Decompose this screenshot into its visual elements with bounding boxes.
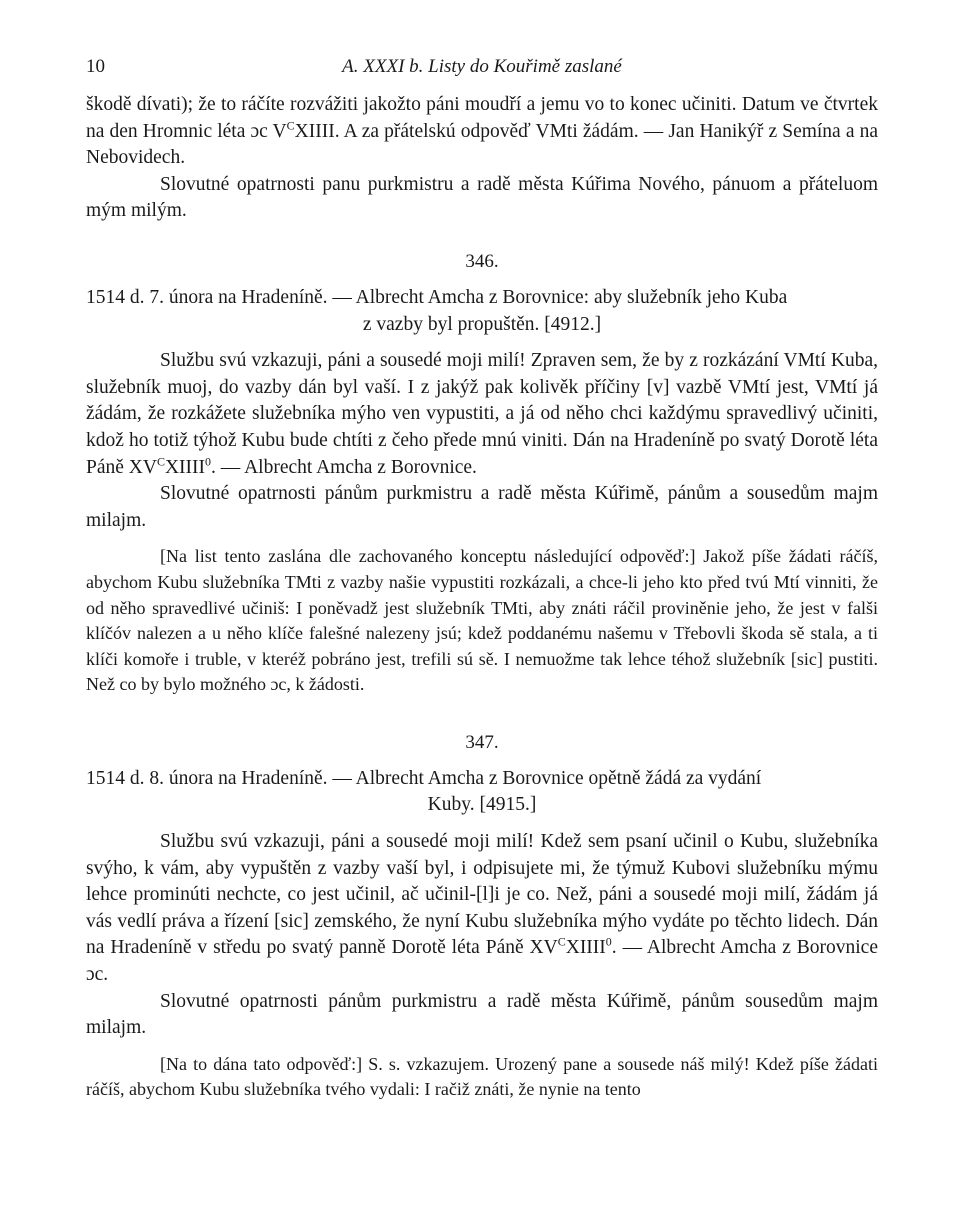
document-number-347: 347. xyxy=(465,731,499,753)
editorial-note-347: [Na to dána tato odpověď:] S. s. vzkazujem. Urozený pane a sousede náš milý! Kdež píše žádati ráčíš, abychom Kubu služebníka tvého vydali: I račiž znáti, že nynie na tento xyxy=(86,1053,878,1100)
page-number: 10 xyxy=(86,56,105,77)
regest-346: 1514 d. 7. února na Hradeníně. — Albrecht Amcha z Borovnice: aby služebník jeho Kuba z vazby byl propuštěn. [4912.] xyxy=(86,286,788,335)
previous-letter-address: Slovutné opatrnosti panu purkmistru a radě města Kúřima Nového, pánuom a přáteluom mým milým. xyxy=(86,173,878,222)
letter-address-347: Slovutné opatrnosti pánům purkmistru a radě města Kúřimě, pánům sousedům majm milajm. xyxy=(86,990,878,1039)
page-header xyxy=(86,56,878,92)
running-title: A. XXXI b. Listy do Kouřimě zaslané xyxy=(342,56,622,77)
previous-letter-end: škodě dívati); že to ráčíte rozvážiti jakožto páni moudří a jemu vo to konec učiniti. Datum ve čtvrtek na den Hromnic léta ɔc $V^CXIIII$. A za přátelskú odpověď VMti žádám. — Jan Hanikýř z Semína a na Nebovidech. xyxy=(86,94,878,169)
letter-body-347: Službu svú vzkazuji, páni a sousedé moji milí! Kdež sem psaní učinil o Kubu, služebníka svýho, k vám, aby vypuštěn z vazby vaší byl, i odpisujete mi, že týmuž Kubovi služebníku mýmu lehce prominúti nechcte, co jest učinil, ač učinil-[l]i je co. Než, páni a sousedé moji milí, žádám já vás vedlí práva a řízení [sic] zemského, že nyní Kubu služebníka mýho vydáte po těchto lidech. Dán na Hradeníně v středu po svatý panně Dorotě léta Páně $XV^CXIIII^0$. — Albrecht Amcha z Borovnice ɔc. xyxy=(86,831,878,986)
letter-body-346: Službu svú vzkazuji, páni a sousedé moji milí! Zpraven sem, že by z rozkázání VMtí Kuba, služebník muoj, do vazby dán byl vaší. I z jakýž pak kolivěk příčiny [v] vazbě VMtí jest, VMtí já žádám, že rozkážete služebníka mýho ven vypustiti, a já od něho chci každýmu spravedlivý učiniti, kdož ho totiž týhož Kubu bude chtíti z čeho přede mnú viniti. Dán na Hradeníně po svatý Dorotě léta Páně $XV^CXIIII^0$. — Albrecht Amcha z Borovnice. xyxy=(86,350,878,478)
document-page xyxy=(86,56,878,1103)
editorial-note-346: [Na list tento zaslána dle zachovaného konceptu následující odpověď:] Jakož píše žádati ráčíš, abychom Kubu služebníka TMti z vazby našie vypustiti rozkázali, a chce-li jeho kto před tvú Mtí vinniti, že od něho spravedlivé učiniš: I poněvadž jest služebník TMti, aby znáti ráčil proviněnie jeho, že jest v falši klíčóv nalezen a u něho klíče falešné nalezeny jsú; kdež poddanému našemu v Třebovli škoda sě stala, a ti klíči komoře i truble, v kteréž pobráno jest, trefili sú sě. I nemuožme tak lehce téhož služebník [sic] pustiti. Než co by bylo možného ɔc, k žádosti. xyxy=(86,546,878,695)
year-symbol: ɔc V xyxy=(250,120,287,142)
letter-address-346: Slovutné opatrnosti pánům purkmistru a radě města Kúřimě, pánům a sousedům majm milajm. xyxy=(86,483,878,531)
regest-347: 1514 d. 8. února na Hradeníně. — Albrecht Amcha z Borovnice opětně žádá za vydání Kuby. [4915.] xyxy=(86,767,762,816)
document-number-346: 346. xyxy=(465,250,499,272)
